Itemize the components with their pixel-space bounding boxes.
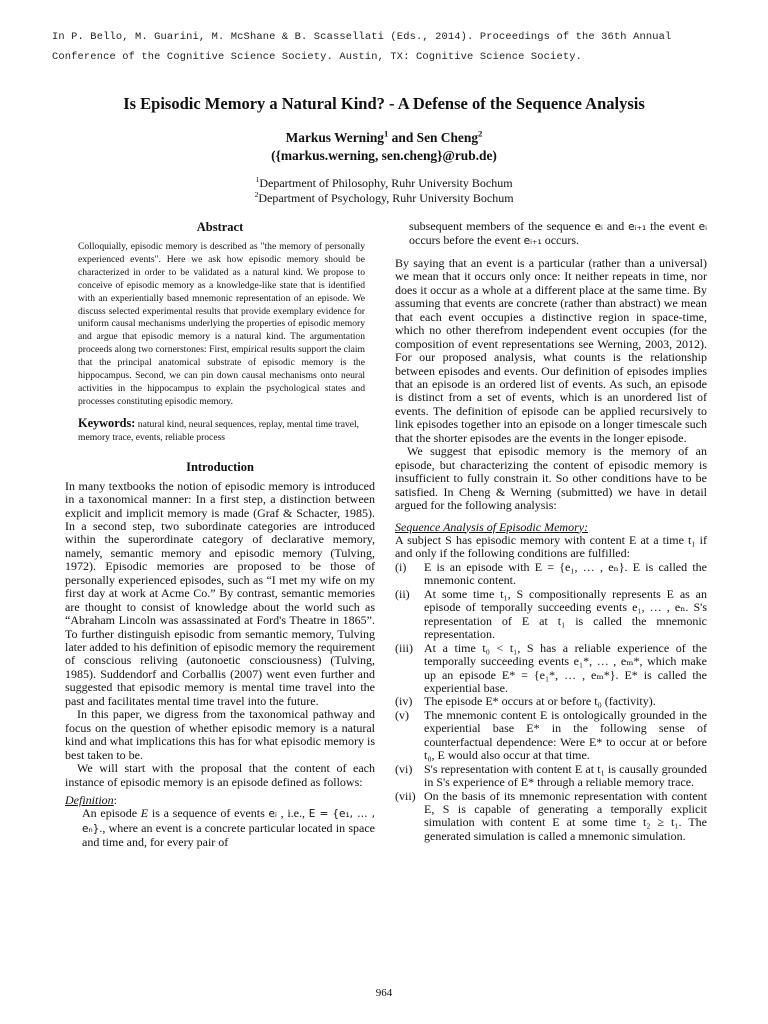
condition-item: (iv) The episode E* occurs at or before t₀ (factivity).	[395, 694, 656, 709]
author-1: Markus Werning	[285, 130, 384, 145]
author-2: Sen Cheng	[416, 130, 479, 145]
affiliations	[0, 176, 768, 205]
definition-text: An episode E is a sequence of events eᵢ , i.e., E = {e₁, … , eₙ}., where an event is a concrete particular located in space and time and, for every pair of	[82, 806, 375, 850]
author-and: and	[388, 130, 417, 145]
intro-paragraph-2: In this paper, we digress from the taxonomical pathway and focus on the question of whether episodic memory is a natural kind and what implications this has for what episodic memory is best taken to be.	[65, 707, 375, 762]
right-paragraph-1: By saying that an event is a particular (rather than a universal) we mean that it occurs only once: It neither repeats in time, nor does it occur as a whole at a different place at the same time. By assuming that events are concrete (rather than abstract) we mean that each event occupies a distinctive region in space-time, which no other therefrom independent event occupies (for the composition of event representations see Werning, 2003, 2012). For our proposed analysis, what counts is the relationship between episodes and events. Our definition of episodes implies that an episode is an ordered list of events. As such, an episode is distinct from a set of events, which is an unordered list of events. The definition of episode can be applied recursively to link episodes together into an episode on a longer timescale such that the shorter episodes are the events in the longer episode.	[395, 255, 707, 445]
intro-paragraph-3: We will start with the proposal that the content of each instance of episodic memory is an episode defined as follows:	[65, 761, 375, 789]
keywords-label: Keywords:	[78, 415, 136, 430]
header-line-1: In P. Bello, M. Guarini, M. McShane & B. Scassellati (Eds., 2014). Proceedings of the 36th Annual	[52, 31, 672, 43]
right-paragraph-2: We suggest that episodic memory is the memory of an episode, but characterizing the content of episodic memory is insufficient to fully constrain it. So other conditions have to be satisfied. In Cheng & Werning (submitted) we have in detail argued for the following analysis:	[395, 444, 707, 513]
condition-item: (vii) On the basis of its mnemonic representation with content E, S is capable of generating a temporally explicit simulation with content E at some time t₂ ≥ t₁. The generated simulation is called a mnemonic simulation.	[395, 788, 707, 843]
right-column	[395, 220, 707, 843]
condition-item: (i) E is an episode with E = {e₁, … , eₙ}. E is called the mnemonic content.	[395, 559, 707, 588]
intro-paragraph-1: In many textbooks the notion of episodic memory is introduced in a taxonomical manner: In a first step, a distinction between explicit and implicit memory is made (Graf & Schacter, 1985). In a second step, two subordinate categories are introduced within the superordinate category of declarative memory, namely, semantic memory and episodic memory (Tulving, 1972). Episodic memories are proposed to be those of personally experienced episodes, such as “I met my wife on my first day at work at Acme Co.” By contrast, semantic memories are thought to consist of knowledge about the world such as “Abraham Lincoln was assassinated at Ford's Theatre in 1865”. To further distinguish episodic from semantic memory, Tulving later added to his definition of episodic memory the requirement of conscious reliving (autonoetic consciousness) (Tulving, 1985). Suddendorf and Corballis (2007) went even further and suggested that episodic memory is mental time travel into the past and facilitates mental time travel into the future.	[65, 478, 375, 708]
definition-label: Definition:	[65, 793, 118, 808]
condition-item: (ii) At some time t₁, S compositionally represents E as an episode of temporally succeeding events e₁, … , eₙ. S's representation of E at t₁ is called the mnemonic representation.	[395, 586, 707, 642]
sequence-analysis-intro: A subject S has episodic memory with content E at a time t₁ if and only if the following conditions are fulfilled:	[395, 532, 707, 561]
author-block	[0, 129, 768, 165]
proceedings-header	[52, 27, 732, 67]
keywords-text: natural kind, neural sequences, replay, mental time travel, memory trace, events, reliable process	[78, 418, 360, 443]
condition-item: (iii) At a time t₀ < t₁, S has a reliable experience of the temporally succeeding events e₁*, … , eₘ*, which make up an episode E* = {e₁*, … , eₘ*}. E* is called the experiential base.	[395, 640, 707, 695]
author-2-sup: 2	[478, 128, 483, 139]
definition-continued: subsequent members of the sequence eᵢ and eᵢ₊₁ the event eᵢ occurs before the event eᵢ₊₁ occurs.	[409, 219, 707, 248]
conditions-list	[395, 561, 707, 844]
author-email: ({markus.werning, sen.cheng}@rub.de)	[271, 148, 497, 163]
sequence-analysis-heading: Sequence Analysis of Episodic Memory:	[395, 519, 589, 534]
author-1-sup: 1	[383, 128, 389, 139]
abstract-text: Colloquially, episodic memory is described as "the memory of personally experienced events". Here we ask how episodic memory should be characterized in order to be validated as a natural kind. We propose to conceive of episodic memory as a knowledge-like state that is identified with an experientially based mnemonic representation of an episode. We discuss selected experimental results that provide exemplary evidence for uniform causal mechanisms underlying the properties of episodic memory and argue that episodic memory is a natural kind. The argumentation proceeds along two cornerstones: First, empirical results support the claim that the principal anatomical substrate of episodic memory is the hippocampus. Second, we can pin down causal mechanisms onto neural activities in the hippocampus to explain the psychological states and processes constituting episodic memory.	[78, 241, 365, 407]
condition-item: (vi) S's representation with content E at t₁ is causally grounded in S's experience of E* through a reliable memory trace.	[395, 761, 707, 790]
introduction-heading: Introduction	[186, 459, 254, 474]
paper-title: Is Episodic Memory a Natural Kind? - A Defense of the Sequence Analysis	[123, 94, 645, 113]
abstract-heading: Abstract	[196, 220, 244, 234]
left-column	[65, 220, 375, 850]
affiliation-1: $^1$Department of Philosophy, Ruhr University Bochum	[255, 175, 513, 190]
condition-item: (v) The mnemonic content E is ontologically grounded in the experiential base E* in the following sense of counterfactual dependence: Were E* to occur at or before t₀, E would also occur at that time.	[395, 707, 707, 763]
affiliation-2: $^2$Department of Psychology, Ruhr University Bochum	[254, 189, 514, 205]
keywords	[65, 417, 375, 445]
page-number: 964	[375, 987, 393, 999]
header-line-2: Conference of the Cognitive Science Society. Austin, TX: Cognitive Science Society.	[52, 51, 582, 63]
